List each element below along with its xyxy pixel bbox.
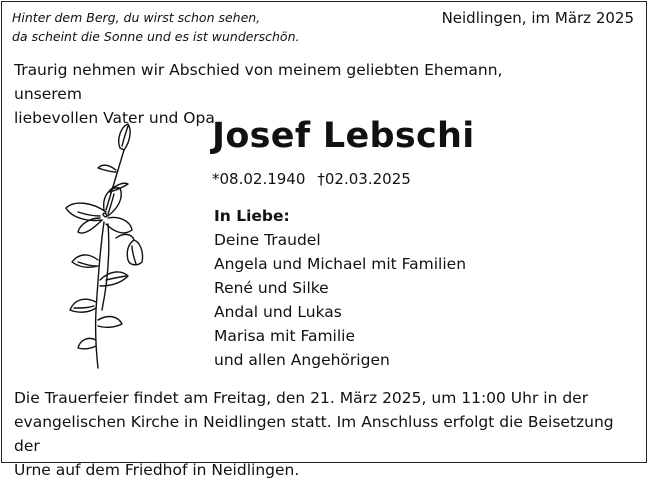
mourners-heading: In Liebe: — [214, 207, 290, 225]
mourner-item: René und Silke — [214, 279, 329, 297]
motto-line-2: da scheint die Sonne und es ist wunderschön. — [12, 29, 300, 44]
funeral-service-notice — [14, 386, 638, 482]
death-date: †02.03.2025 — [317, 170, 411, 188]
life-dates — [212, 170, 411, 188]
intro-line-1: Traurig nehmen wir Abschied von meinem geliebten Ehemann, unserem — [14, 61, 503, 103]
mourner-item: Angela und Michael mit Familien — [214, 255, 467, 273]
service-line-1: Die Trauerfeier findet am Freitag, den 21. März 2025, um 11:00 Uhr in der — [14, 389, 589, 407]
motto — [12, 8, 299, 46]
poppy-flower-icon — [58, 120, 150, 370]
service-line-3: Urne auf dem Friedhof in Neidlingen. — [14, 461, 300, 479]
mourner-item: Deine Traudel — [214, 231, 321, 249]
mourner-item: und allen Angehörigen — [214, 351, 390, 369]
birth-date: *08.02.1940 — [212, 170, 306, 188]
place-date: Neidlingen, im März 2025 — [441, 9, 634, 27]
mourner-item: Andal und Lukas — [214, 303, 342, 321]
service-line-2: evangelischen Kirche in Neidlingen statt. Im Anschluss erfolgt die Beisetzung der — [14, 413, 614, 455]
motto-line-1: Hinter dem Berg, du wirst schon sehen, — [12, 10, 261, 25]
mourner-item: Marisa mit Familie — [214, 327, 356, 345]
intro-line-2: liebevollen Vater und Opa — [14, 109, 215, 127]
mourners-list — [214, 204, 466, 372]
deceased-name: Josef Lebschi — [212, 116, 475, 156]
